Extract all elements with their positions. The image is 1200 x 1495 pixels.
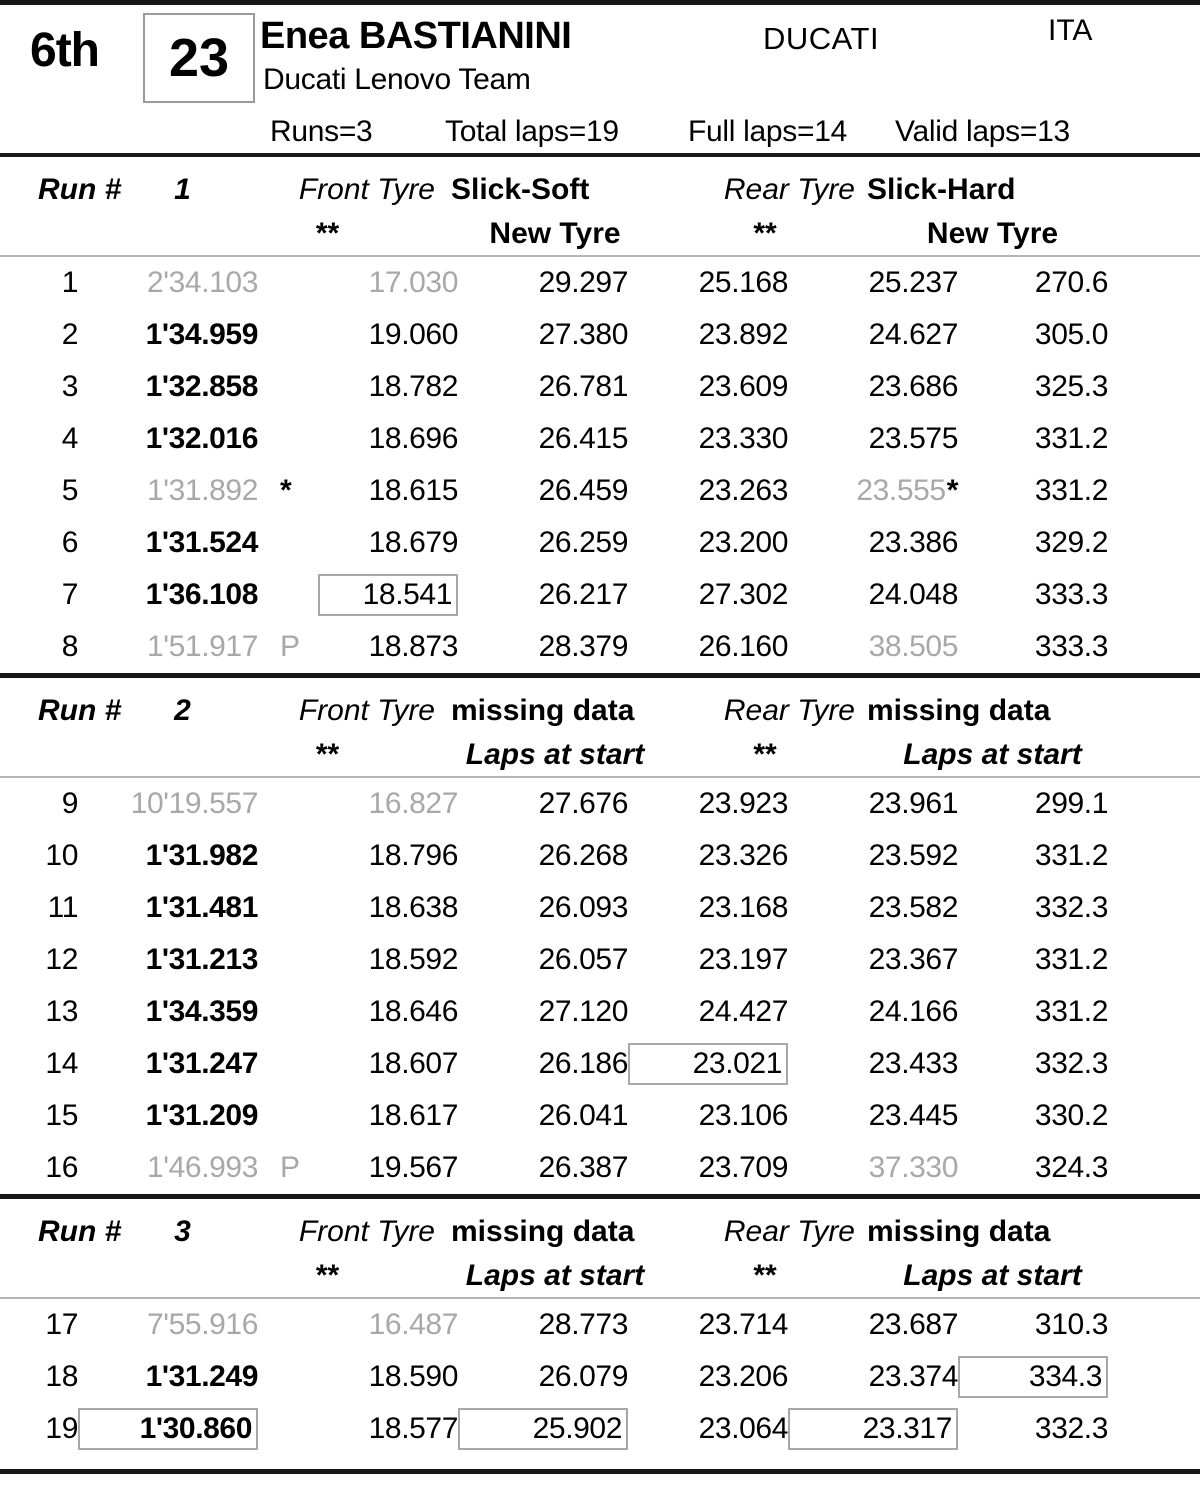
rear-stars: ** bbox=[753, 217, 777, 250]
rear-tyre-label: Rear Tyre bbox=[723, 693, 855, 727]
sector-3-cell: 23.206 bbox=[698, 1360, 788, 1393]
lap-row bbox=[0, 986, 1200, 1038]
sector-4-cell: 23.592 bbox=[868, 839, 958, 872]
sector-3-cell: 23.714 bbox=[698, 1308, 788, 1341]
lap-row bbox=[0, 1299, 1200, 1351]
bottom-rule bbox=[0, 1469, 1200, 1474]
sector-1-cell: 18.577 bbox=[368, 1412, 458, 1445]
sector-4-cell: 23.686 bbox=[868, 370, 958, 403]
lap-number-cell: 5 bbox=[61, 474, 78, 507]
lap-number-cell: 7 bbox=[61, 578, 78, 611]
sector-1-cell: 18.646 bbox=[368, 995, 458, 1028]
sector-3-cell: 26.160 bbox=[698, 630, 788, 663]
run-number: 2 bbox=[174, 693, 191, 727]
lap-row bbox=[0, 1351, 1200, 1403]
sector-1-cell: 18.873 bbox=[368, 630, 458, 663]
front-compound: missing data bbox=[451, 693, 635, 727]
lap-number-cell: 14 bbox=[45, 1047, 78, 1080]
sector-3-cell: 23.168 bbox=[698, 891, 788, 924]
lap-time-cell: 1'36.108 bbox=[145, 578, 258, 611]
lap-time-cell: 1'31.247 bbox=[145, 1047, 258, 1080]
rider-name: Enea BASTIANINI bbox=[260, 15, 572, 57]
sector-4-cell: 23.445 bbox=[868, 1099, 958, 1132]
lap-time-cell: 1'46.993 bbox=[147, 1151, 258, 1184]
sector-1-cell: 19.567 bbox=[368, 1151, 458, 1184]
top-speed-cell: 299.1 bbox=[1034, 787, 1108, 820]
rear-compound: missing data bbox=[867, 693, 1051, 727]
lap-row bbox=[0, 1142, 1200, 1194]
top-speed-cell: 310.3 bbox=[1034, 1308, 1108, 1341]
sector-3-cell: 23.709 bbox=[698, 1151, 788, 1184]
rear-tyre-label: Rear Tyre bbox=[723, 1214, 855, 1248]
lap-time-cell: 1'32.858 bbox=[145, 370, 258, 403]
lap-time-cell: 2'34.103 bbox=[147, 266, 258, 299]
sector-4-cell: 23.386 bbox=[868, 526, 958, 559]
sector-2-cell: 26.781 bbox=[538, 370, 628, 403]
sector-4-cell: 38.505 bbox=[868, 630, 958, 663]
sector-4-cell: 24.627 bbox=[868, 318, 958, 351]
sector-2-cell: 25.902 bbox=[458, 1408, 628, 1450]
sector-4-cell: 23.555* bbox=[856, 474, 958, 507]
top-speed-cell: 333.3 bbox=[1034, 630, 1108, 663]
run-section-2 bbox=[0, 678, 1200, 1194]
lap-number-cell: 16 bbox=[45, 1151, 78, 1184]
lap-flag-cell: P bbox=[280, 630, 300, 663]
lap-time-cell: 1'34.359 bbox=[145, 995, 258, 1028]
lap-time-cell: 1'30.860 bbox=[78, 1408, 258, 1450]
sector-3-cell: 23.263 bbox=[698, 474, 788, 507]
sector-4-cell: 23.575 bbox=[868, 422, 958, 455]
front-stars: ** bbox=[315, 738, 340, 771]
sector-1-cell: 18.679 bbox=[368, 526, 458, 559]
sector-4-cell: 23.687 bbox=[868, 1308, 958, 1341]
run-section-3 bbox=[0, 1199, 1200, 1455]
front-stars: ** bbox=[315, 217, 340, 250]
top-speed-cell: 305.0 bbox=[1034, 318, 1108, 351]
top-speed-cell: 332.3 bbox=[1034, 1047, 1108, 1080]
sector-1-cell: 18.607 bbox=[368, 1047, 458, 1080]
sector-2-cell: 26.079 bbox=[538, 1360, 628, 1393]
lap-time-cell: 10'19.557 bbox=[130, 787, 258, 820]
top-speed-cell: 334.3 bbox=[958, 1356, 1108, 1398]
lap-number-cell: 15 bbox=[45, 1099, 78, 1132]
sector-1-cell: 18.541 bbox=[318, 574, 458, 616]
lap-number-cell: 10 bbox=[45, 839, 78, 872]
sector-3-cell: 23.330 bbox=[698, 422, 788, 455]
run-header bbox=[0, 157, 1200, 257]
top-speed-cell: 331.2 bbox=[1034, 422, 1108, 455]
lap-number-cell: 17 bbox=[45, 1308, 78, 1341]
sector-4-cell: 24.166 bbox=[868, 995, 958, 1028]
top-speed-cell: 329.2 bbox=[1034, 526, 1108, 559]
sector-4-cell: 23.582 bbox=[868, 891, 958, 924]
run-label: Run # bbox=[38, 172, 122, 206]
top-speed-cell: 331.2 bbox=[1034, 474, 1108, 507]
stat-runs: Runs=3 bbox=[270, 115, 373, 148]
team-name: Ducati Lenovo Team bbox=[263, 63, 531, 96]
front-tyre-subtext: New Tyre bbox=[489, 217, 621, 250]
run-section-1 bbox=[0, 157, 1200, 673]
lap-number-cell: 18 bbox=[45, 1360, 78, 1393]
lap-table bbox=[0, 257, 1200, 673]
sector-2-cell: 26.415 bbox=[538, 422, 628, 455]
lap-number-cell: 9 bbox=[61, 787, 78, 820]
lap-table bbox=[0, 1299, 1200, 1455]
lap-row bbox=[0, 413, 1200, 465]
front-stars: ** bbox=[315, 1259, 340, 1292]
position-label: 6th bbox=[30, 24, 99, 77]
sector-3-cell: 23.609 bbox=[698, 370, 788, 403]
lap-time-cell: 1'32.016 bbox=[145, 422, 258, 455]
sector-3-cell: 23.197 bbox=[698, 943, 788, 976]
lap-row bbox=[0, 778, 1200, 830]
sector-4-cell: 23.317 bbox=[788, 1408, 958, 1450]
sector-3-cell: 27.302 bbox=[698, 578, 788, 611]
run-header bbox=[0, 678, 1200, 778]
sector-4-cell: 24.048 bbox=[868, 578, 958, 611]
run-number: 3 bbox=[174, 1214, 191, 1248]
manufacturer-label: DUCATI bbox=[763, 21, 880, 56]
sector-3-cell: 23.326 bbox=[698, 839, 788, 872]
sector-1-cell: 18.696 bbox=[368, 422, 458, 455]
rear-stars: ** bbox=[753, 1259, 777, 1292]
lap-table bbox=[0, 778, 1200, 1194]
sector-2-cell: 26.268 bbox=[538, 839, 628, 872]
sector-4-cell: 23.433 bbox=[868, 1047, 958, 1080]
lap-row bbox=[0, 517, 1200, 569]
lap-time-cell: 7'55.916 bbox=[147, 1308, 258, 1341]
sector-3-cell: 23.064 bbox=[698, 1412, 788, 1445]
lap-row bbox=[0, 934, 1200, 986]
sector-2-cell: 28.379 bbox=[538, 630, 628, 663]
lap-row bbox=[0, 830, 1200, 882]
sector-2-cell: 26.186 bbox=[538, 1047, 628, 1080]
sector-3-cell: 24.427 bbox=[698, 995, 788, 1028]
sector-1-cell: 19.060 bbox=[368, 318, 458, 351]
run-header bbox=[0, 1199, 1200, 1299]
sector-1-cell: 18.782 bbox=[368, 370, 458, 403]
rear-tyre-label: Rear Tyre bbox=[723, 172, 855, 206]
sector-1-cell: 18.590 bbox=[368, 1360, 458, 1393]
sector-1-cell: 16.827 bbox=[368, 787, 458, 820]
sector-2-cell: 26.041 bbox=[538, 1099, 628, 1132]
lap-row bbox=[0, 1090, 1200, 1142]
lap-number-cell: 19 bbox=[45, 1412, 78, 1445]
sector-1-cell: 18.638 bbox=[368, 891, 458, 924]
lap-number-cell: 1 bbox=[61, 266, 78, 299]
lap-time-cell: 1'31.524 bbox=[145, 526, 258, 559]
sector-2-cell: 26.459 bbox=[538, 474, 628, 507]
top-speed-cell: 331.2 bbox=[1034, 943, 1108, 976]
front-compound: Slick-Soft bbox=[451, 172, 590, 206]
run-label: Run # bbox=[38, 693, 122, 727]
sector-2-cell: 26.217 bbox=[538, 578, 628, 611]
lap-time-cell: 1'31.481 bbox=[145, 891, 258, 924]
sector-2-cell: 26.057 bbox=[538, 943, 628, 976]
lap-number-cell: 12 bbox=[45, 943, 78, 976]
front-compound: missing data bbox=[451, 1214, 635, 1248]
sector-2-cell: 26.387 bbox=[538, 1151, 628, 1184]
bike-number-box bbox=[143, 13, 255, 103]
sector-4-cell: 23.961 bbox=[868, 787, 958, 820]
lap-time-cell: 1'31.209 bbox=[145, 1099, 258, 1132]
sector-1-cell: 17.030 bbox=[368, 266, 458, 299]
lap-row bbox=[0, 882, 1200, 934]
sector-1-cell: 16.487 bbox=[368, 1308, 458, 1341]
front-tyre-label: Front Tyre bbox=[298, 693, 435, 727]
front-tyre-label: Front Tyre bbox=[298, 1214, 435, 1248]
sector-1-cell: 18.617 bbox=[368, 1099, 458, 1132]
rear-compound: missing data bbox=[867, 1214, 1051, 1248]
sector-4-cell: 25.237 bbox=[868, 266, 958, 299]
sector-4-cell: 23.367 bbox=[868, 943, 958, 976]
front-tyre-label: Front Tyre bbox=[298, 172, 435, 206]
sector-1-cell: 18.796 bbox=[368, 839, 458, 872]
top-speed-cell: 324.3 bbox=[1034, 1151, 1108, 1184]
stat-total-laps: Total laps=19 bbox=[445, 115, 619, 148]
top-speed-cell: 331.2 bbox=[1034, 839, 1108, 872]
top-speed-cell: 333.3 bbox=[1034, 578, 1108, 611]
sector-4-cell: 37.330 bbox=[868, 1151, 958, 1184]
top-speed-cell: 331.2 bbox=[1034, 995, 1108, 1028]
lap-time-cell: 1'34.959 bbox=[145, 318, 258, 351]
run-number: 1 bbox=[174, 172, 191, 206]
sector-3-cell: 23.923 bbox=[698, 787, 788, 820]
rear-tyre-subtext: Laps at start bbox=[903, 738, 1082, 771]
rear-tyre-subtext: Laps at start bbox=[903, 1259, 1082, 1292]
lap-time-cell: 1'31.892 bbox=[147, 474, 258, 507]
run-label: Run # bbox=[38, 1214, 122, 1248]
sector-3-cell: 23.021 bbox=[628, 1043, 788, 1085]
lap-row bbox=[0, 569, 1200, 621]
lap-row bbox=[0, 1038, 1200, 1090]
stat-full-laps: Full laps=14 bbox=[688, 115, 847, 148]
top-speed-cell: 332.3 bbox=[1034, 891, 1108, 924]
lap-time-cell: 1'31.982 bbox=[145, 839, 258, 872]
lap-time-cell: 1'51.917 bbox=[147, 630, 258, 663]
lap-number-cell: 2 bbox=[61, 318, 78, 351]
lap-row bbox=[0, 465, 1200, 517]
lap-number-cell: 11 bbox=[47, 891, 78, 924]
lap-row bbox=[0, 621, 1200, 673]
sector-2-cell: 27.380 bbox=[538, 318, 628, 351]
rear-tyre-subtext: New Tyre bbox=[926, 217, 1059, 250]
stat-valid-laps: Valid laps=13 bbox=[895, 115, 1070, 148]
sector-3-cell: 23.200 bbox=[698, 526, 788, 559]
asterisk-mark: * bbox=[946, 474, 958, 507]
sector-2-cell: 26.259 bbox=[538, 526, 628, 559]
lap-number-cell: 3 bbox=[61, 370, 78, 403]
rear-compound: Slick-Hard bbox=[867, 172, 1016, 206]
lap-flag-cell: P bbox=[280, 1151, 300, 1184]
lap-row bbox=[0, 1403, 1200, 1455]
top-speed-cell: 332.3 bbox=[1034, 1412, 1108, 1445]
lap-row bbox=[0, 257, 1200, 309]
sector-1-cell: 18.615 bbox=[368, 474, 458, 507]
lap-number-cell: 13 bbox=[45, 995, 78, 1028]
bike-number: 23 bbox=[168, 28, 230, 88]
sector-2-cell: 28.773 bbox=[538, 1308, 628, 1341]
nationality-label: ITA bbox=[1048, 14, 1093, 47]
lap-number-cell: 8 bbox=[61, 630, 78, 663]
rear-stars: ** bbox=[753, 738, 777, 771]
front-tyre-subtext: Laps at start bbox=[465, 738, 645, 771]
rider-header bbox=[0, 5, 1200, 153]
top-speed-cell: 325.3 bbox=[1034, 370, 1108, 403]
lap-time-cell: 1'31.213 bbox=[145, 943, 258, 976]
sector-1-cell: 18.592 bbox=[368, 943, 458, 976]
sector-4-cell: 23.374 bbox=[868, 1360, 958, 1393]
sector-3-cell: 23.892 bbox=[698, 318, 788, 351]
sector-2-cell: 27.676 bbox=[538, 787, 628, 820]
front-tyre-subtext: Laps at start bbox=[465, 1259, 645, 1292]
lap-row bbox=[0, 309, 1200, 361]
lap-time-cell: 1'31.249 bbox=[145, 1360, 258, 1393]
sector-3-cell: 23.106 bbox=[698, 1099, 788, 1132]
sector-3-cell: 25.168 bbox=[698, 266, 788, 299]
lap-number-cell: 4 bbox=[61, 422, 78, 455]
sector-2-cell: 26.093 bbox=[538, 891, 628, 924]
top-speed-cell: 270.6 bbox=[1034, 266, 1108, 299]
lap-row bbox=[0, 361, 1200, 413]
lap-number-cell: 6 bbox=[61, 526, 78, 559]
lap-flag-cell: * bbox=[280, 474, 292, 507]
sector-2-cell: 29.297 bbox=[538, 266, 628, 299]
top-speed-cell: 330.2 bbox=[1034, 1099, 1108, 1132]
sector-2-cell: 27.120 bbox=[538, 995, 628, 1028]
